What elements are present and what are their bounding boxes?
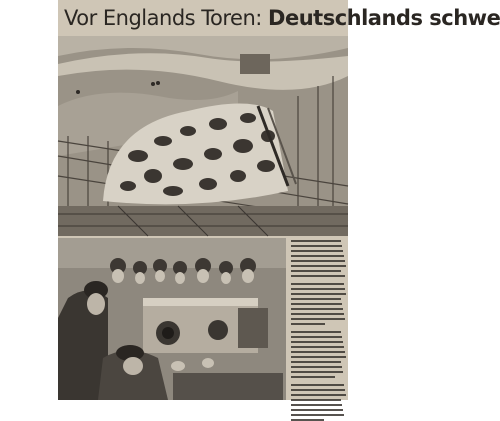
caption-text-line: [291, 308, 343, 310]
soldiers-rangefinder-illustration: [58, 238, 286, 400]
caption-text-line: [291, 318, 345, 320]
caption-text-line: [291, 270, 341, 272]
caption-text-line: [291, 341, 343, 343]
page-headline: [58, 0, 500, 36]
caption-text-line: [291, 346, 344, 348]
caption-text-line: [291, 260, 345, 262]
caption-text-line: [291, 293, 346, 295]
bunker-construction-photo: [58, 36, 348, 236]
headline-right: Deutschlands schwe: [268, 6, 500, 30]
caption-text-line: [291, 250, 343, 252]
caption-text-line: [291, 336, 342, 338]
caption-text-line: [291, 275, 345, 277]
caption-text-line: [291, 323, 325, 325]
caption-paragraph: [291, 240, 346, 277]
caption-text-line: [291, 240, 341, 242]
caption-text-line: [291, 399, 341, 401]
soldiers-rangefinder-photo: [58, 238, 286, 400]
caption-text-line: [291, 414, 344, 416]
caption-text-line: [291, 376, 335, 378]
caption-text-line: [291, 371, 343, 373]
caption-text-line: [291, 404, 342, 406]
caption-text-line: [291, 288, 345, 290]
caption-text-line: [291, 313, 344, 315]
caption-text-line: [291, 303, 342, 305]
caption-paragraph: [291, 331, 346, 378]
caption-text-line: [291, 245, 342, 247]
magazine-page: [58, 0, 500, 400]
bunker-construction-illustration: [58, 36, 348, 236]
caption-paragraph: [291, 384, 346, 421]
caption-text-line: [291, 265, 346, 267]
headline-left: Vor Englands Toren:: [64, 6, 262, 30]
caption-text-line: [291, 389, 345, 391]
caption-text-line: [291, 351, 345, 353]
caption-text-line: [291, 283, 344, 285]
caption-text-line: [291, 361, 341, 363]
caption-text-line: [291, 394, 346, 396]
caption-text-line: [291, 255, 344, 257]
caption-column: [291, 240, 346, 400]
caption-text-line: [291, 331, 341, 333]
caption-text-line: [291, 356, 346, 358]
caption-text-line: [291, 366, 342, 368]
caption-text-line: [291, 409, 343, 411]
caption-paragraph: [291, 283, 346, 325]
caption-text-line: [291, 384, 344, 386]
caption-text-line: [291, 298, 341, 300]
